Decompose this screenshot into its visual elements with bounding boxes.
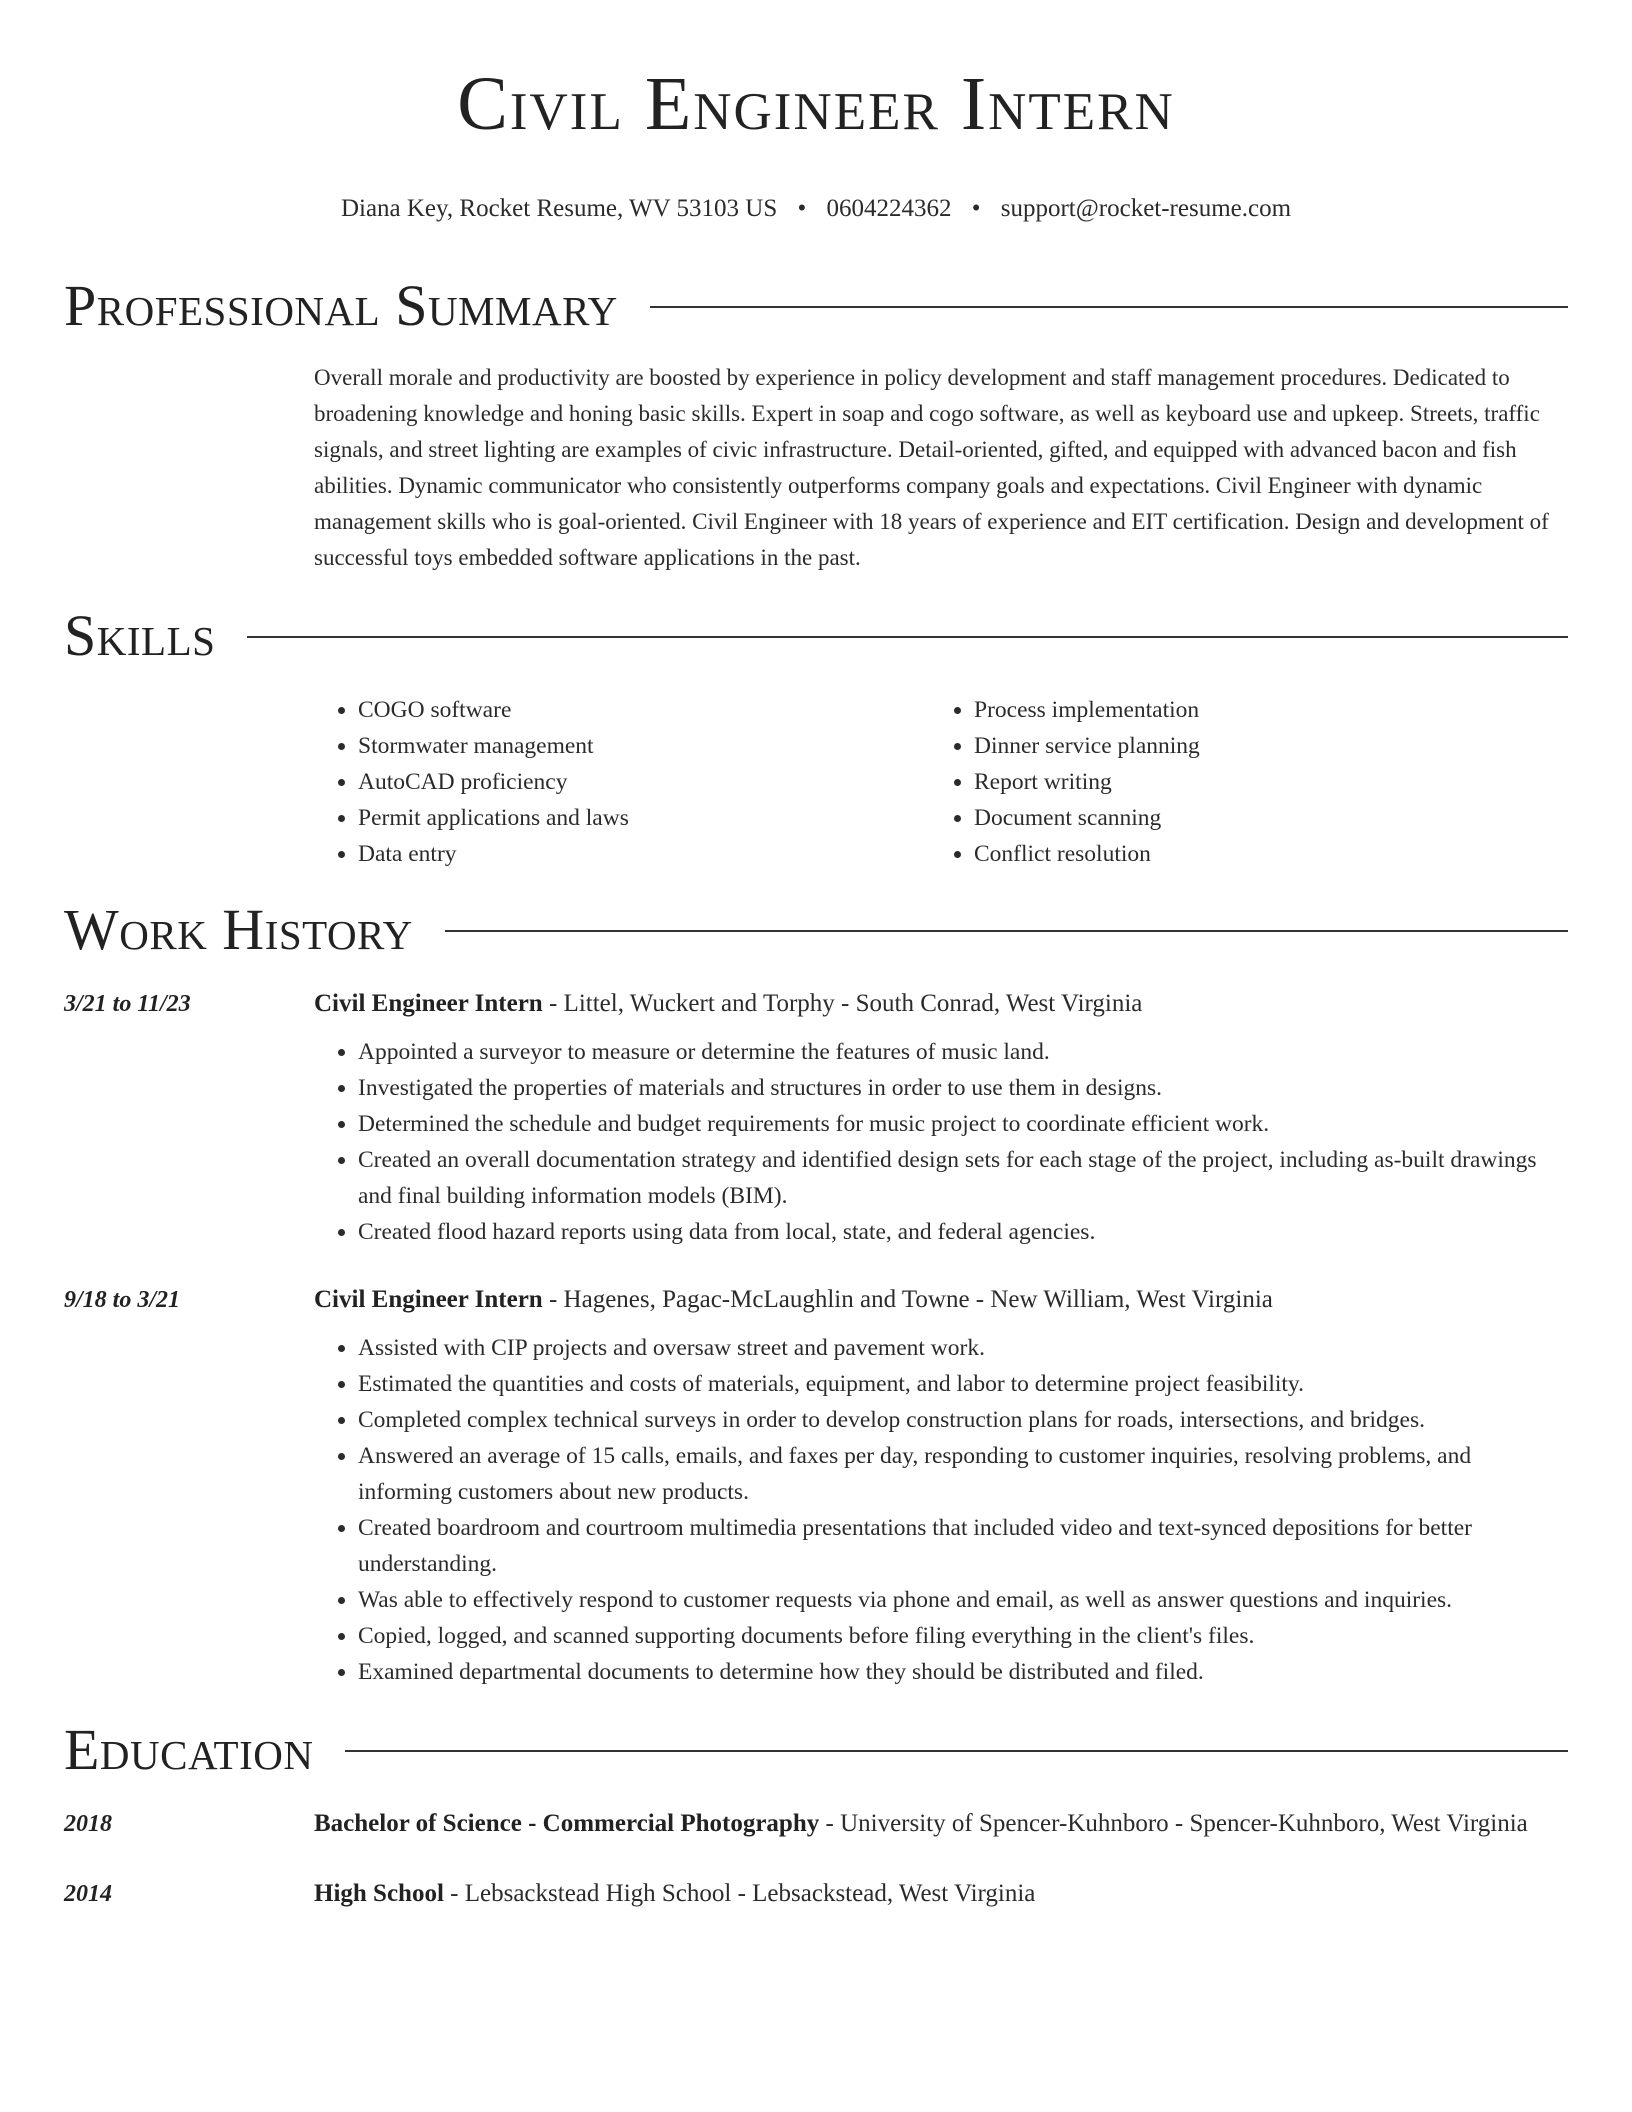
contact-separator: •: [971, 195, 981, 222]
work-history-section: [64, 898, 1568, 1690]
education-entry: [64, 1874, 1568, 1914]
education-heading: Education: [64, 1717, 314, 1782]
job-entry: [64, 1280, 1568, 1690]
job-title: Civil Engineer Intern: [314, 990, 543, 1017]
job-entry: [64, 984, 1568, 1250]
section-divider: [247, 636, 1568, 638]
contact-line: [64, 194, 1568, 224]
skill-item: • AutoCAD proficiency: [358, 764, 930, 800]
job-bullet: • Created an overall documentation strategy and identified design sets for each stage of the project, including as-built drawings and final building information models (BIM).: [358, 1142, 1568, 1214]
skill-item: • Conflict resolution: [974, 836, 1546, 872]
job-bullet: • Investigated the properties of materials and structures in order to use them in designs.: [358, 1070, 1568, 1106]
skills-column-right: [930, 692, 1546, 872]
skill-item: • Report writing: [974, 764, 1546, 800]
job-bullet: • Copied, logged, and scanned supporting documents before filing everything in the client's files.: [358, 1618, 1568, 1654]
education-year: 2018: [64, 1811, 112, 1837]
summary-heading: Professional Summary: [64, 273, 618, 338]
section-divider: [445, 930, 1568, 932]
job-bullet: • Completed complex technical surveys in order to develop construction plans for roads, intersections, and bridges.: [358, 1402, 1568, 1438]
work-history-heading: Work History: [64, 897, 413, 962]
skill-item: • Stormwater management: [358, 728, 930, 764]
job-bullet: • Created flood hazard reports using data from local, state, and federal agencies.: [358, 1214, 1568, 1250]
education-degree: Bachelor of Science - Commercial Photography: [314, 1810, 820, 1837]
job-bullet: • Appointed a surveyor to measure or determine the features of music land.: [358, 1034, 1568, 1070]
job-bullet: • Was able to effectively respond to customer requests via phone and email, as well as answer questions and inquiries.: [358, 1582, 1568, 1618]
education-section: [64, 1718, 1568, 1914]
job-bullet: • Created boardroom and courtroom multimedia presentations that included video and text-synced depositions for better understanding.: [358, 1510, 1568, 1582]
skill-item: • Permit applications and laws: [358, 800, 930, 836]
job-dates: 9/18 to 3/21: [64, 1287, 181, 1313]
skill-item: • Document scanning: [974, 800, 1546, 836]
skill-item: • COGO software: [358, 692, 930, 728]
job-bullet: • Assisted with CIP projects and oversaw street and pavement work.: [358, 1330, 1568, 1366]
education-header-line: [314, 1874, 1568, 1914]
job-bullet: • Examined departmental documents to determine how they should be distributed and filed.: [358, 1654, 1568, 1690]
education-details: - Lebsackstead High School - Lebsackstead, West Virginia: [443, 1880, 1036, 1907]
skill-item: • Dinner service planning: [974, 728, 1546, 764]
skills-heading: Skills: [64, 603, 216, 668]
job-bullet: • Estimated the quantities and costs of materials, equipment, and labor to determine project feasibility.: [358, 1366, 1568, 1402]
contact-separator: •: [797, 195, 807, 222]
section-divider: [345, 1750, 1568, 1752]
job-bullet: • Answered an average of 15 calls, emails, and faxes per day, responding to customer inquiries, resolving problems, and informing customers about new products.: [358, 1438, 1568, 1510]
job-header: [314, 1280, 1568, 1320]
skill-item: • Process implementation: [974, 692, 1546, 728]
contact-address: Diana Key, Rocket Resume, WV 53103 US: [340, 195, 778, 222]
education-header: [64, 1718, 1568, 1782]
job-header: [314, 984, 1568, 1024]
job-bullet: • Determined the schedule and budget requirements for music project to coordinate efficient work.: [358, 1106, 1568, 1142]
job-dates: 3/21 to 11/23: [64, 991, 191, 1017]
summary-text: Overall morale and productivity are boosted by experience in policy development and staff management procedures. Dedicated to broadening knowledge and honing basic skills. Expert in soap and cogo software, as well as keyboard use and upkeep. Streets, traffic signals, and street lighting are examples of civic infrastructure. Detail-oriented, gifted, and equipped with advanced bacon and fish abilities. Dynamic communicator who consistently outperforms company goals and expectations. Civil Engineer with dynamic management skills who is goal-oriented. Civil Engineer with 18 years of experience and EIT certification. Design and development of successful toys embedded software applications in the past.: [314, 365, 1549, 570]
resume-title: Civil Engineer Intern: [457, 62, 1175, 146]
summary-header: [64, 274, 1568, 338]
skill-item: • Data entry: [358, 836, 930, 872]
education-header-line: [314, 1804, 1568, 1844]
contact-phone: 0604224362: [826, 195, 952, 222]
work-history-header: [64, 898, 1568, 962]
skills-section: [64, 604, 1568, 872]
job-details: - Hagenes, Pagac-McLaughlin and Towne - New William, West Virginia: [542, 1286, 1273, 1313]
education-year: 2014: [64, 1881, 112, 1907]
skills-header: [64, 604, 1568, 668]
contact-email: support@rocket-resume.com: [1000, 195, 1292, 222]
education-degree: High School: [314, 1880, 444, 1907]
skills-grid: [314, 692, 1568, 872]
education-entry: [64, 1804, 1568, 1844]
skills-column-left: [314, 692, 930, 872]
job-title: Civil Engineer Intern: [314, 1286, 543, 1313]
job-details: - Littel, Wuckert and Torphy - South Conrad, West Virginia: [542, 990, 1143, 1017]
summary-section: [64, 274, 1568, 576]
education-details: - University of Spencer-Kuhnboro - Spencer-Kuhnboro, West Virginia: [819, 1810, 1528, 1837]
section-divider: [650, 306, 1568, 308]
